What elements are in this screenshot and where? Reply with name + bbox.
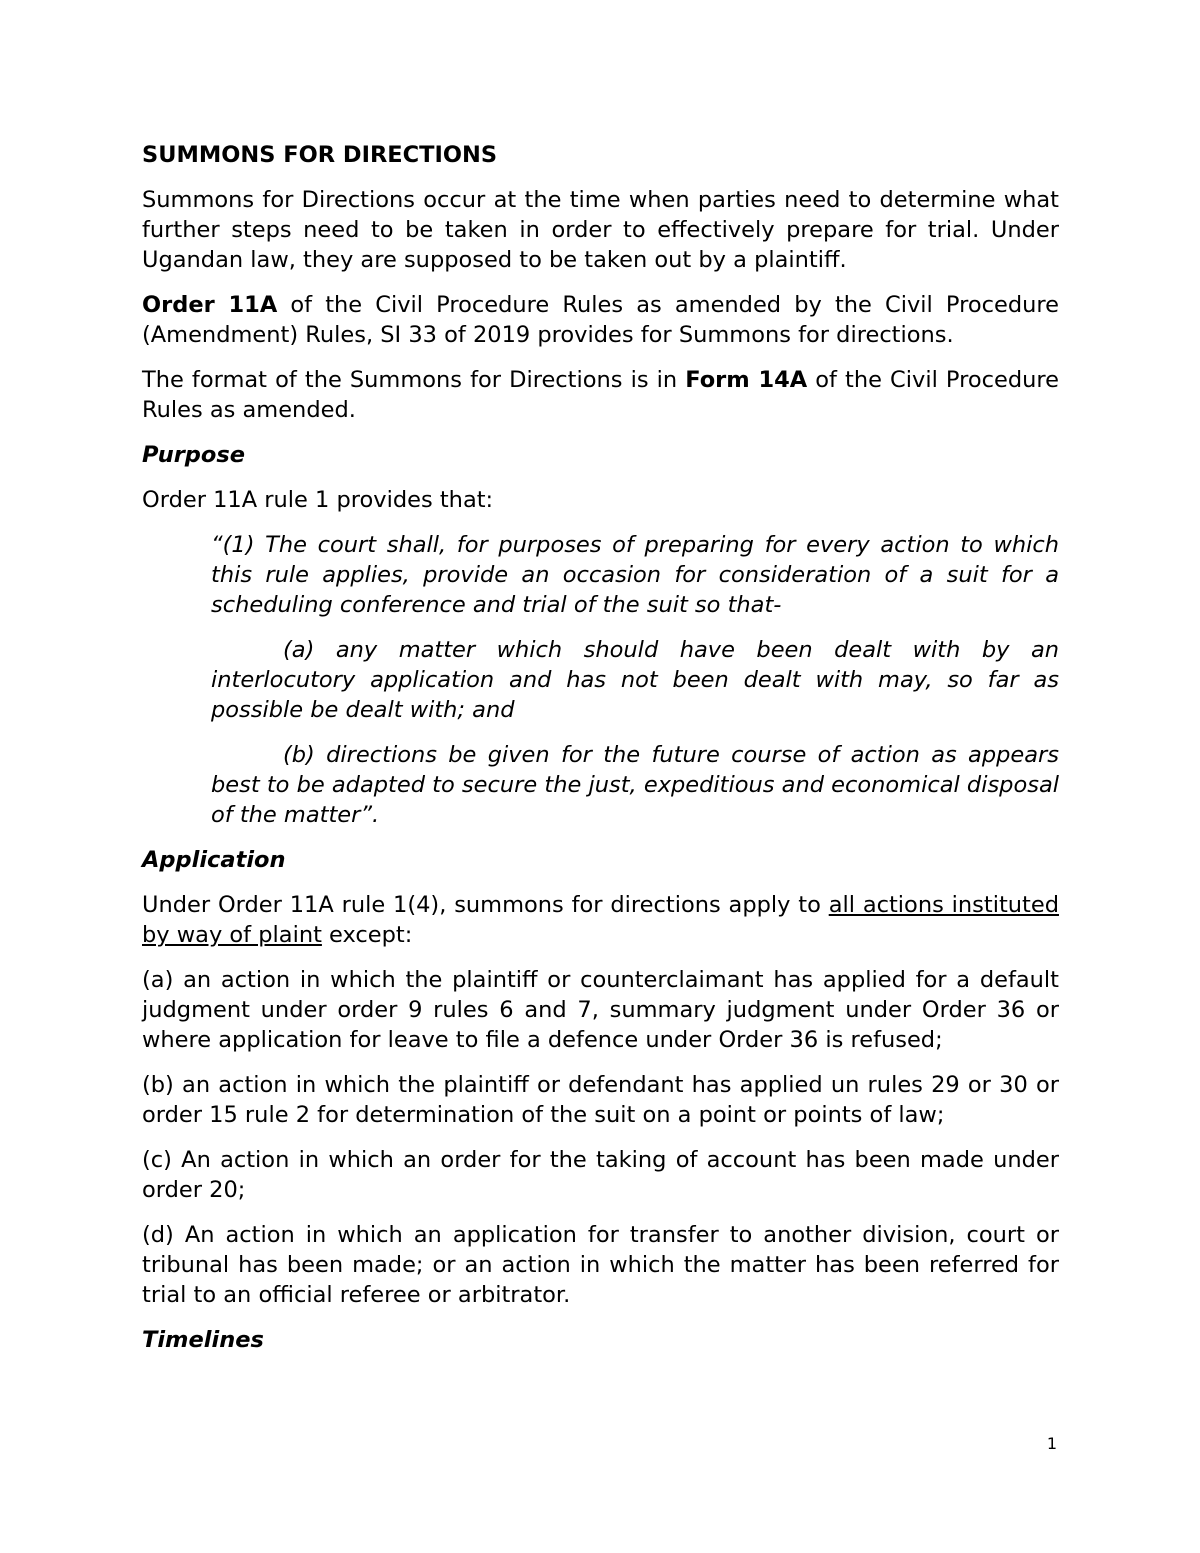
purpose-heading: Purpose (142, 442, 246, 468)
document-title: SUMMONS FOR DIRECTIONS (142, 142, 498, 168)
application-lead-before: Under Order 11A rule 1(4), summons for directions apply to (142, 892, 829, 918)
quote-item-b: (b) directions be given for the future course of action as appears best to be adapted to secure the just, expeditious and economical disposal of the matter”. (211, 742, 1059, 828)
quote-main: “(1) The court shall, for purposes of preparing for every action to which this rule applies, provide an occasion for consideration of a suit for a scheduling conference and trial of the suit so that- (211, 532, 1059, 618)
exception-item-b: (b) an action in which the plaintiff or defendant has applied un rules 29 or 30 or order 15 rule 2 for determination of the suit on a point or points of law; (142, 1072, 1059, 1128)
application-heading: Application (142, 847, 286, 873)
document-page (142, 140, 1059, 1370)
order-paragraph (142, 290, 1059, 350)
application-lead-after: except: (321, 922, 413, 948)
format-bold: Form 14A (685, 367, 808, 393)
purpose-lead: Order 11A rule 1 provides that: (142, 487, 494, 513)
format-before: The format of the Summons for Directions is in (142, 367, 686, 393)
page-number: 1 (1046, 1434, 1057, 1453)
exception-item-a: (a) an action in which the plaintiff or counterclaimant has applied for a default judgment under order 9 rules 6 and 7, summary judgment under Order 36 or where application for leave to file a defence under Order 36 is refused; (142, 967, 1059, 1053)
timelines-heading: Timelines (142, 1327, 264, 1353)
quote-item-a: (a) any matter which should have been dealt with by an interlocutory application and has not been dealt with may, so far as possible be dealt with; and (211, 637, 1059, 723)
exception-item-d: (d) An action in which an application for transfer to another division, court or tribunal has been made; or an action in which the matter has been referred for trial to an official referee or arbitrator. (142, 1222, 1059, 1308)
application-lead (142, 890, 1059, 950)
format-after: of the Civil Procedure Rules as amended. (142, 367, 1059, 423)
order-bold-lead: Order 11A (142, 292, 278, 318)
intro-paragraph: Summons for Directions occur at the time when parties need to determine what further steps need to be taken in order to effectively prepare for trial. Under Ugandan law, they are supposed to be taken out by a plaintiff. (142, 187, 1059, 273)
exception-item-c: (c) An action in which an order for the taking of account has been made under order 20; (142, 1147, 1059, 1203)
application-lead-underline: all actions instituted by way of plaint (142, 892, 1059, 948)
format-paragraph (142, 365, 1059, 425)
order-rest: of the Civil Procedure Rules as amended by the Civil Procedure (Amendment) Rules, SI 33 of 2019 provides for Summons for directions. (142, 292, 1059, 348)
